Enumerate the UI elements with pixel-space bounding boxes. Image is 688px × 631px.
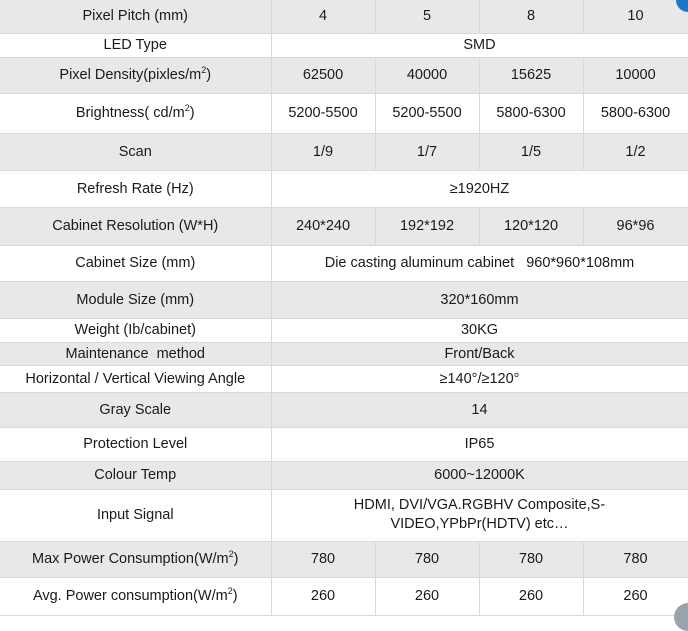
row-cabinet-resolution — [0, 207, 688, 245]
row-label: Maintenance method — [0, 342, 271, 365]
value-cell: 260 — [375, 577, 479, 615]
row-colour-temp — [0, 461, 688, 489]
merged-value-cell: 320*160mm — [271, 281, 688, 318]
merged-value-cell: 30KG — [271, 318, 688, 342]
value-cell: 10000 — [583, 57, 688, 93]
label-tail: ) — [206, 67, 212, 83]
label-text: Avg. Power consumption(W/m — [32, 588, 228, 604]
value-cell: 1/9 — [271, 133, 375, 170]
row-cabinet-size — [0, 245, 688, 281]
label-tail: ) — [232, 588, 238, 604]
value-cell: 5200-5500 — [271, 93, 375, 133]
merged-value-cell: Front/Back — [271, 342, 688, 365]
row-maintenance-method — [0, 342, 688, 365]
row-label: Protection Level — [0, 427, 271, 461]
label-superscript: 2 — [227, 586, 233, 596]
row-weight — [0, 318, 688, 342]
value-cell: 240*240 — [271, 207, 375, 245]
value-cell: 260 — [479, 577, 583, 615]
value-cell: 5800-6300 — [583, 93, 688, 133]
label-tail: ) — [189, 105, 195, 121]
merged-value-cell: HDMI, DVI/VGA.RGBHV Composite,S-VIDEO,YPbPr(HDTV) etc… — [271, 489, 688, 541]
row-viewing-angle — [0, 365, 688, 392]
merged-value-cell: ≥140°/≥120° — [271, 365, 688, 392]
row-label — [0, 57, 271, 93]
label-text: Brightness( cd/m — [75, 105, 185, 121]
row-scan — [0, 133, 688, 170]
value-cell: 780 — [271, 541, 375, 577]
row-label: Pixel Pitch (mm) — [0, 0, 271, 33]
value-cell: 780 — [583, 541, 688, 577]
value-cell: 5200-5500 — [375, 93, 479, 133]
label-text: Pixel Density(pixles/m — [59, 67, 202, 83]
label-text: Max Power Consumption(W/m — [32, 551, 229, 567]
row-pixel-pitch — [0, 0, 688, 33]
value-cell: 1/7 — [375, 133, 479, 170]
row-label — [0, 93, 271, 133]
merged-value-cell: 14 — [271, 392, 688, 427]
row-led-type — [0, 33, 688, 57]
value-cell: 260 — [271, 577, 375, 615]
merged-value-cell: 6000~12000K — [271, 461, 688, 489]
row-protection-level — [0, 427, 688, 461]
value-cell: 260 — [583, 577, 688, 615]
row-module-size — [0, 281, 688, 318]
value-cell: 62500 — [271, 57, 375, 93]
row-label: Weight (Ib/cabinet) — [0, 318, 271, 342]
row-input-signal — [0, 489, 688, 541]
value-cell: 4 — [271, 0, 375, 33]
row-label: Scan — [0, 133, 271, 170]
row-label: Cabinet Size (mm) — [0, 245, 271, 281]
value-cell: 5800-6300 — [479, 93, 583, 133]
merged-value-cell: ≥1920HZ — [271, 170, 688, 207]
row-refresh-rate — [0, 170, 688, 207]
value-cell: 10 — [583, 0, 688, 33]
value-cell: 5 — [375, 0, 479, 33]
merged-value-cell: SMD — [271, 33, 688, 57]
value-cell: 40000 — [375, 57, 479, 93]
merged-value-cell: IP65 — [271, 427, 688, 461]
value-cell: 192*192 — [375, 207, 479, 245]
value-cell: 120*120 — [479, 207, 583, 245]
row-label: Horizontal / Vertical Viewing Angle — [0, 365, 271, 392]
label-superscript: 2 — [184, 103, 190, 113]
row-label — [0, 577, 271, 615]
row-brightness — [0, 93, 688, 133]
value-cell: 96*96 — [583, 207, 688, 245]
row-label: Colour Temp — [0, 461, 271, 489]
value-cell: 780 — [375, 541, 479, 577]
merged-value-cell: Die casting aluminum cabinet 960*960*108mm — [271, 245, 688, 281]
label-superscript: 2 — [201, 65, 207, 75]
row-label: Module Size (mm) — [0, 281, 271, 318]
row-label — [0, 541, 271, 577]
value-cell: 15625 — [479, 57, 583, 93]
row-label: Input Signal — [0, 489, 271, 541]
row-pixel-density — [0, 57, 688, 93]
value-cell: 1/2 — [583, 133, 688, 170]
label-superscript: 2 — [228, 549, 234, 559]
row-label: LED Type — [0, 33, 271, 57]
row-avg-power — [0, 577, 688, 615]
value-cell: 1/5 — [479, 133, 583, 170]
row-gray-scale — [0, 392, 688, 427]
row-label: Cabinet Resolution (W*H) — [0, 207, 271, 245]
row-max-power — [0, 541, 688, 577]
row-label: Refresh Rate (Hz) — [0, 170, 271, 207]
row-label: Gray Scale — [0, 392, 271, 427]
label-tail: ) — [233, 551, 239, 567]
value-cell: 780 — [479, 541, 583, 577]
value-cell: 8 — [479, 0, 583, 33]
